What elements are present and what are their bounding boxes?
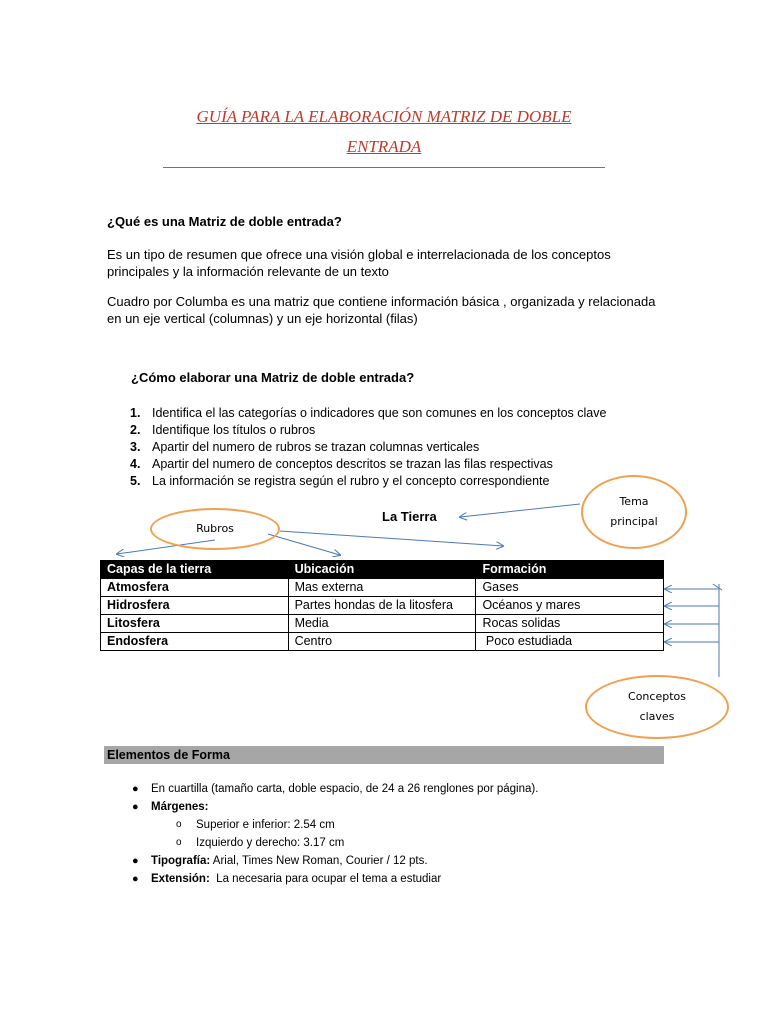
table-cell: Atmosfera <box>101 579 289 597</box>
bullet-icon: ● <box>132 801 139 813</box>
table-cell: Media <box>288 615 476 633</box>
list-item: 5. La información se registra según el rubro y el concepto correspondiente <box>130 474 550 488</box>
list-item: ● Tipografía: Arial, Times New Roman, Courier / 12 pts. <box>151 852 538 870</box>
table-cell: Centro <box>288 633 476 651</box>
section-bar-elementos-forma: Elementos de Forma <box>104 746 664 764</box>
table-cell: Rocas solidas <box>476 615 664 633</box>
table-row <box>101 633 664 651</box>
table-cell: Partes hondas de la litosfera <box>288 597 476 615</box>
list-item: 3. Apartir del numero de rubros se trazan columnas verticales <box>130 440 480 454</box>
doc-title-line2: ENTRADA <box>346 137 422 156</box>
column-header: Ubicación <box>288 561 476 579</box>
table-cell: Litosfera <box>101 615 289 633</box>
circle-bullet-icon: o <box>176 837 182 848</box>
bullet-icon: ● <box>132 873 139 885</box>
bubble-tema-principal: Tema principal <box>581 475 687 549</box>
list-item: o Izquierdo y derecho: 3.17 cm <box>151 834 538 852</box>
arrow-tema-title <box>460 504 580 517</box>
table-row <box>101 597 664 615</box>
bubble-rubros: Rubros <box>150 508 280 550</box>
arrow-rubros-formacion <box>280 531 503 546</box>
list-item: 4. Apartir del numero de conceptos descritos se trazan las filas respectivas <box>130 457 553 471</box>
table-cell: Mas externa <box>288 579 476 597</box>
list-item: ● En cuartilla (tamaño carta, doble espacio, de 24 a 26 renglones por página). <box>151 780 538 798</box>
circle-bullet-icon: o <box>176 819 182 830</box>
bullet-icon: ● <box>132 783 139 795</box>
table-header-row <box>101 561 664 579</box>
list-item: o Superior e inferior: 2.54 cm <box>151 816 538 834</box>
column-header: Capas de la tierra <box>101 561 289 579</box>
bullet-icon: ● <box>132 855 139 867</box>
paragraph-definition: Es un tipo de resumen que ofrece una visión global e interrelacionada de los conceptos principales y la información relevante de un texto <box>107 247 611 279</box>
doc-title-line1: GUÍA PARA LA ELABORACIÓN MATRIZ DE DOBLE <box>196 107 572 126</box>
forma-list <box>132 780 539 888</box>
table-row <box>101 615 664 633</box>
paragraph-cuadro: Cuadro por Columba es una matriz que contiene información básica , organizada y relacionada en un eje vertical (columnas) y un eje horizontal (filas) <box>107 294 656 326</box>
table-cell: Océanos y mares <box>476 597 664 615</box>
list-item: ● Márgenes: <box>151 798 538 816</box>
table-cell: Endosfera <box>101 633 289 651</box>
table-cell: Gases <box>476 579 664 597</box>
section-heading-que-es: ¿Qué es una Matriz de doble entrada? <box>107 214 342 229</box>
list-item: 1. Identifica el las categorías o indicadores que son comunes en los conceptos clave <box>130 406 607 420</box>
column-header: Formación <box>476 561 664 579</box>
table-cell: Hidrosfera <box>101 597 289 615</box>
list-item: 2. Identifique los títulos o rubros <box>130 423 316 437</box>
arrow-rubros-ubicacion <box>268 534 340 555</box>
table-row <box>101 579 664 597</box>
list-item: ● Extensión: La necesaria para ocupar el tema a estudiar <box>151 870 538 888</box>
table-cell: Poco estudiada <box>476 633 664 651</box>
table-title: La Tierra <box>382 509 437 524</box>
section-heading-como-elaborar: ¿Cómo elaborar una Matriz de doble entrada? <box>131 370 415 385</box>
bubble-conceptos-claves: Conceptos claves <box>585 675 729 739</box>
matrix-table <box>100 560 664 651</box>
